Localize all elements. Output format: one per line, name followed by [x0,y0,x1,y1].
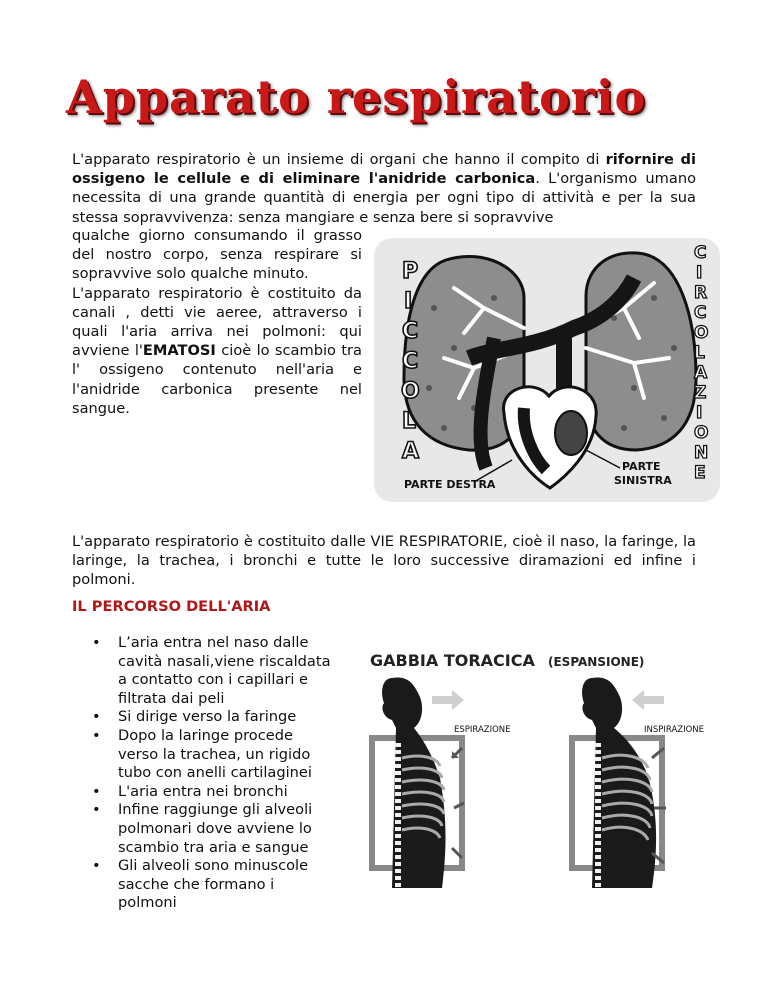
svg-text:P: P [402,259,419,284]
svg-text:A: A [694,363,708,383]
label-parte-destra: PARTE DESTRA [404,478,496,491]
svg-text:C: C [694,243,707,263]
intro-paragraph-continued: qualche giorno consumando il grasso del nostro corpo, senza respirare si sopravvive solo qualche minuto. L'apparato respiratorio è costituito da canali , detti vie aeree, attraverso i quali l'aria arriva nei polmoni: qui avviene l'EMATOSI cioè lo scambio tra l' ossigeno contenuto nell'aria e l'anidride carbonica presente nel sangue. [72,227,362,417]
list-item: • L'aria entra nei bronchi [92,783,332,802]
svg-text:L: L [402,409,417,434]
svg-text:I: I [404,289,413,314]
thorax-subtitle: (ESPANSIONE) [548,655,645,669]
label-espirazione: ESPIRAZIONE [454,725,511,735]
svg-text:E: E [694,463,706,483]
svg-text:C: C [402,319,419,344]
air-path-list [92,634,332,913]
svg-text:L: L [694,343,705,363]
section-heading: IL PERCORSO DELL'ARIA [72,598,271,615]
left-ventricle [555,411,587,455]
svg-text:C: C [402,349,419,374]
label-sinistra: SINISTRA [614,474,672,487]
list-item: • Infine raggiunge gli alveoli polmonari dove avviene lo scambio tra aria e sangue [92,801,332,857]
svg-text:N: N [694,443,709,463]
list-item: • Dopo la laringe procede verso la trachea, un rigido tubo con anelli cartilaginei [92,727,332,783]
svg-text:O: O [694,423,709,443]
svg-text:R: R [694,283,708,303]
label-parte: PARTE [622,460,661,473]
svg-text:O: O [694,323,709,343]
circulation-illustration [374,238,720,502]
page-title: Apparato respiratorio [66,70,647,124]
list-item: • L’aria entra nel naso dalle cavità nasali,viene riscaldata a contatto con i capillari e filtrata dai peli [92,634,332,708]
svg-text:I: I [696,403,703,423]
svg-text:A: A [402,439,420,464]
thorax-illustration [352,648,718,890]
svg-text:C: C [694,303,707,323]
list-item: • Gli alveoli sono minuscole sacche che formano i polmoni [92,857,332,913]
structure-paragraph: L'apparato respiratorio è costituito dalle VIE RESPIRATORIE, cioè il naso, la faringe, la laringe, la trachea, i bronchi e tutte le loro successive diramazioni ed infine i polmoni. [72,533,696,589]
svg-text:I: I [696,263,703,283]
svg-text:Z: Z [694,383,707,403]
thorax-title: GABBIA TORACICA [370,651,535,670]
svg-text:O: O [401,379,420,404]
list-item: • Si dirige verso la faringe [92,708,332,727]
label-inspirazione: INSPIRAZIONE [644,725,705,735]
intro-paragraph: L'apparato respiratorio è un insieme di organi che hanno il compito di rifornire di ossigeno le cellule e di eliminare l'anidride carbonica. L'organismo umano necessita di una grande quantità di energia per ogni tipo di attività e per la sua stessa sopravvivenza: senza mangiare e senza bere si sopravvive [72,151,696,226]
